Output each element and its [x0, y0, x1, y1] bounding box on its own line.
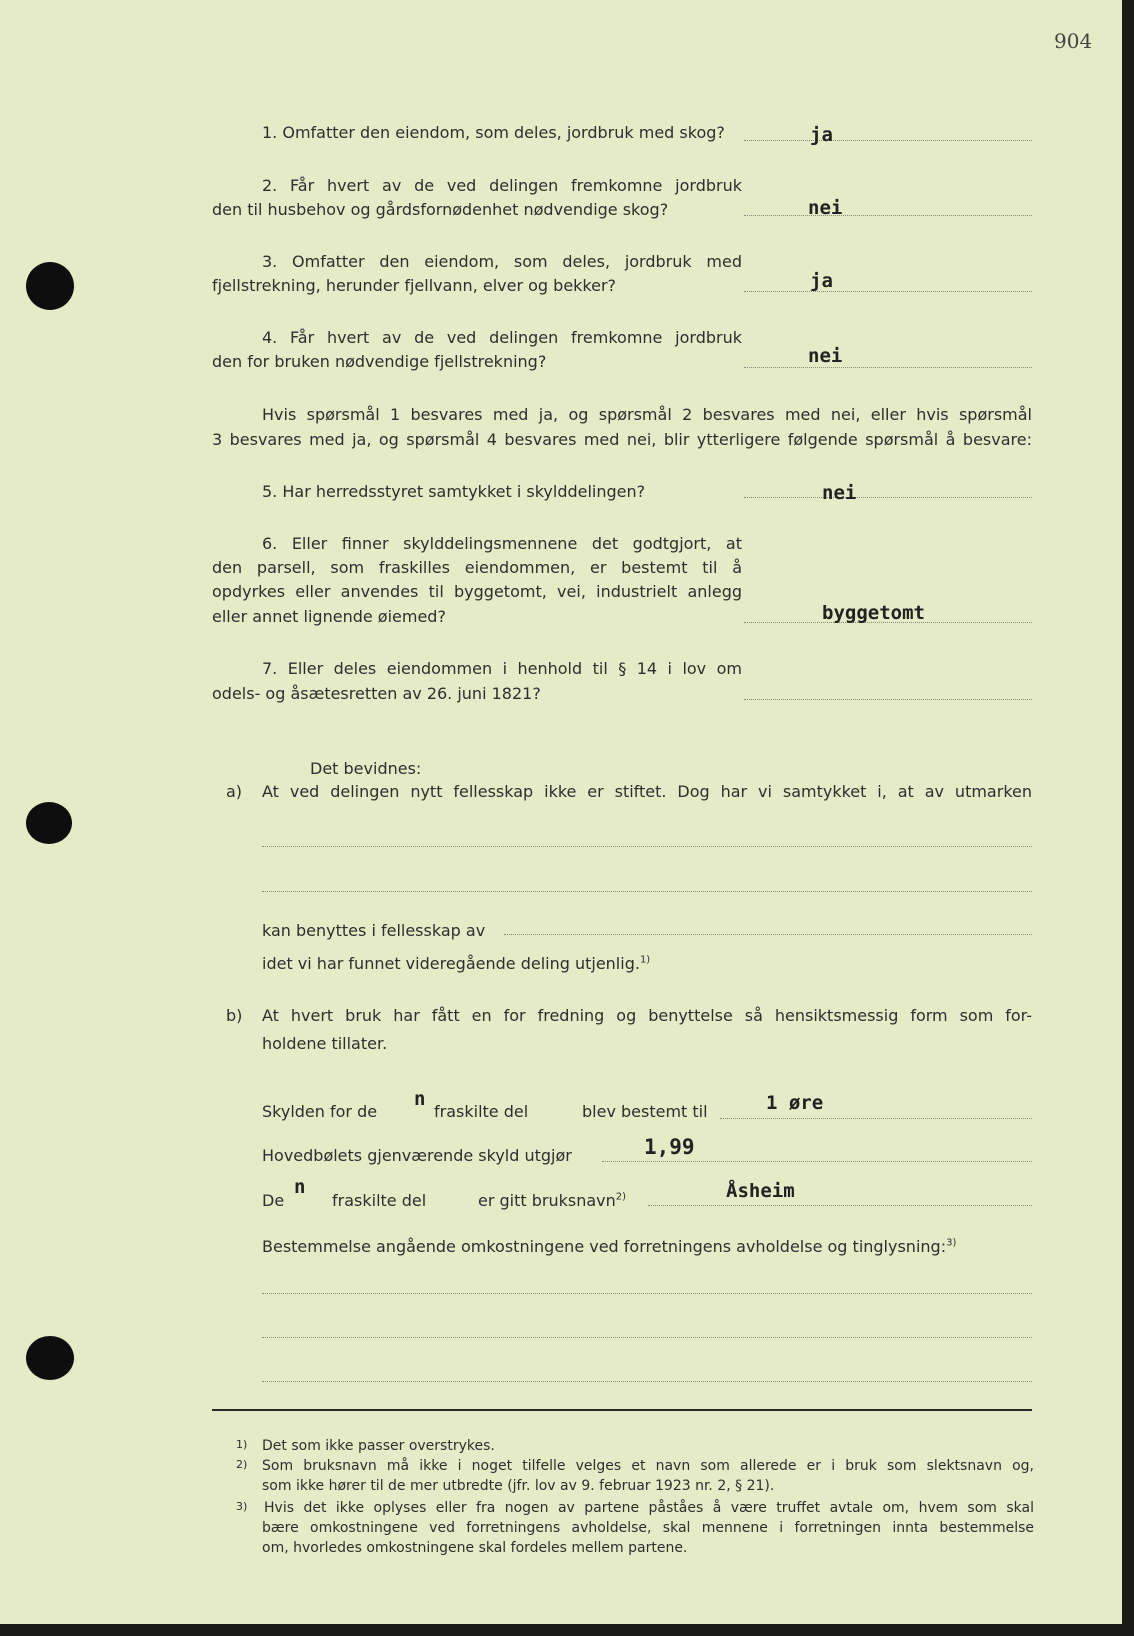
section-b-label: b) [226, 1006, 243, 1025]
question-2-answer-line [744, 215, 1032, 216]
question-6-text-line1: 6. Eller finner skylddelingsmennene det godtgjort, at [262, 534, 742, 553]
skyld-label-pre: Skylden for de [262, 1102, 378, 1121]
question-3-text-line1: 3. Omfatter den eiendom, som deles, jordbruk med [262, 252, 742, 271]
section-b-text-line1: At hvert bruk har fått en for fredning og benyttelse så hensiktsmessig form som for- [262, 1006, 1032, 1025]
punch-hole-middle [26, 802, 72, 844]
bestemmelse-line1 [262, 1293, 1032, 1294]
hovedbol-label: Hovedbølets gjenværende skyld utgjør [262, 1146, 572, 1165]
section-a-line4 [262, 953, 650, 975]
section-a-text: At ved delingen nytt fellesskap ikke er stiftet. Dog har vi samtykket i, at av utmarken [262, 782, 1032, 801]
question-7-text-line2: odels- og åsætesretten av 26. juni 1821? [212, 684, 541, 703]
bruksnavn-label-post-text: er gitt bruksnavn [478, 1191, 616, 1210]
question-3-text-line2: fjellstrekning, herunder fjellvann, elver og bekker? [212, 276, 617, 295]
question-1-answer-line [744, 140, 1032, 141]
question-3-answer: ja [810, 270, 833, 292]
question-5-text: 5. Har herredsstyret samtykket i skylddelingen? [262, 482, 646, 501]
question-4-answer: nei [808, 345, 843, 367]
question-1-answer: ja [810, 124, 833, 146]
bestemmelse-label-text: Bestemmelse angående omkostningene ved forretningens avholdelse og tinglysning: [262, 1237, 947, 1256]
skyld-value-line [720, 1118, 1032, 1119]
question-6-answer: byggetomt [822, 602, 925, 624]
question-3-answer-line [744, 291, 1032, 292]
hovedbol-value: 1,99 [644, 1135, 695, 1159]
footnote-1-text: Det som ikke passer overstrykes. [262, 1438, 495, 1454]
question-5-answer-line [744, 497, 1032, 498]
skyld-value: 1 øre [766, 1092, 824, 1114]
section-a-line4-text: idet vi har funnet videregående deling utjenlig. [262, 954, 640, 973]
question-4-text-line2: den for bruken nødvendige fjellstrekning? [212, 352, 547, 371]
bevidnes-heading: Det bevidnes: [310, 759, 422, 778]
footnote-3-mark: 3) [236, 1500, 248, 1513]
section-a-line2 [262, 891, 1032, 892]
bruksnavn-label-pre: De [262, 1191, 285, 1210]
question-7-answer-line [744, 699, 1032, 700]
footnote-2-line1: Som bruksnavn må ikke i noget tilfelle velges et navn som allerede er i bruk som slektsnavn og, [262, 1458, 1034, 1474]
footnote-2-line2: som ikke hører til de mer utbredte (jfr. lov av 9. februar 1923 nr. 2, § 21). [262, 1478, 775, 1494]
section-a-line1 [262, 846, 1032, 847]
skyld-hand-n: n [414, 1088, 426, 1110]
section-a-line3-label: kan benyttes i fellesskap av [262, 921, 486, 940]
question-6-text-line4: eller annet lignende øiemed? [212, 607, 446, 626]
question-4-text-line1: 4. Får hvert av de ved delingen fremkomne jordbruk [262, 328, 742, 347]
footnote-ref-1: 1) [639, 954, 651, 966]
bruksnavn-label-post [478, 1190, 626, 1212]
question-2-answer: nei [808, 197, 843, 219]
bestemmelse-label [262, 1236, 956, 1258]
skyld-label-mid: fraskilte del [434, 1102, 529, 1121]
question-5-answer: nei [822, 482, 857, 504]
footnote-separator [212, 1409, 1032, 1411]
scan-edge-right [1122, 0, 1134, 1636]
punch-hole-top [26, 262, 74, 310]
footnote-ref-3: 3) [946, 1237, 957, 1249]
page-number: 904 [1054, 29, 1093, 53]
footnote-3-line3: om, hvorledes omkostningene skal fordeles mellem partene. [262, 1540, 688, 1556]
question-2-text-line1: 2. Får hvert av de ved delingen fremkomne jordbruk [262, 176, 742, 195]
footnote-3-line1: Hvis det ikke oplyses eller fra nogen av partene påståes å være truffet avtale om, hvem som skal [264, 1500, 1034, 1516]
footnote-3-line2: bære omkostningene ved forretningens avholdelse, skal mennene i forretningen innta bestemmelse [262, 1520, 1034, 1536]
hovedbol-value-line [602, 1161, 1032, 1162]
bruksnavn-label-mid: fraskilte del [332, 1191, 427, 1210]
section-b-text-line2: holdene tillater. [262, 1034, 388, 1053]
question-4-answer-line [744, 367, 1032, 368]
footnote-ref-2: 2) [615, 1191, 627, 1203]
footnote-1-mark: 1) [236, 1438, 248, 1451]
footnote-2-mark: 2) [236, 1458, 248, 1471]
bruksnavn-hand-n: n [294, 1176, 306, 1198]
question-6-text-line2: den parsell, som fraskilles eiendommen, er bestemt til å [212, 558, 742, 577]
section-a-line3-fill [504, 934, 1032, 935]
question-2-text-line2: den til husbehov og gårdsfornødenhet nødvendige skog? [212, 200, 669, 219]
scan-edge-bottom [0, 1624, 1134, 1636]
question-1-text: 1. Omfatter den eiendom, som deles, jordbruk med skog? [262, 123, 725, 142]
skyld-label-post: blev bestemt til [582, 1102, 708, 1121]
bestemmelse-line3 [262, 1381, 1032, 1382]
bestemmelse-line2 [262, 1337, 1032, 1338]
question-7-text-line1: 7. Eller deles eiendommen i henhold til § 14 i lov om [262, 659, 742, 678]
punch-hole-bottom [26, 1336, 74, 1380]
condition-line2: 3 besvares med ja, og spørsmål 4 besvares med nei, blir ytterligere følgende spørsmål å besvare: [212, 430, 1032, 449]
section-a-label: a) [226, 782, 243, 801]
bruksnavn-value: Åsheim [726, 1180, 795, 1202]
question-6-text-line3: opdyrkes eller anvendes til byggetomt, vei, industrielt anlegg [212, 582, 742, 601]
condition-line1: Hvis spørsmål 1 besvares med ja, og spørsmål 2 besvares med nei, eller hvis spørsmål [262, 405, 1032, 424]
bruksnavn-value-line [648, 1205, 1032, 1206]
